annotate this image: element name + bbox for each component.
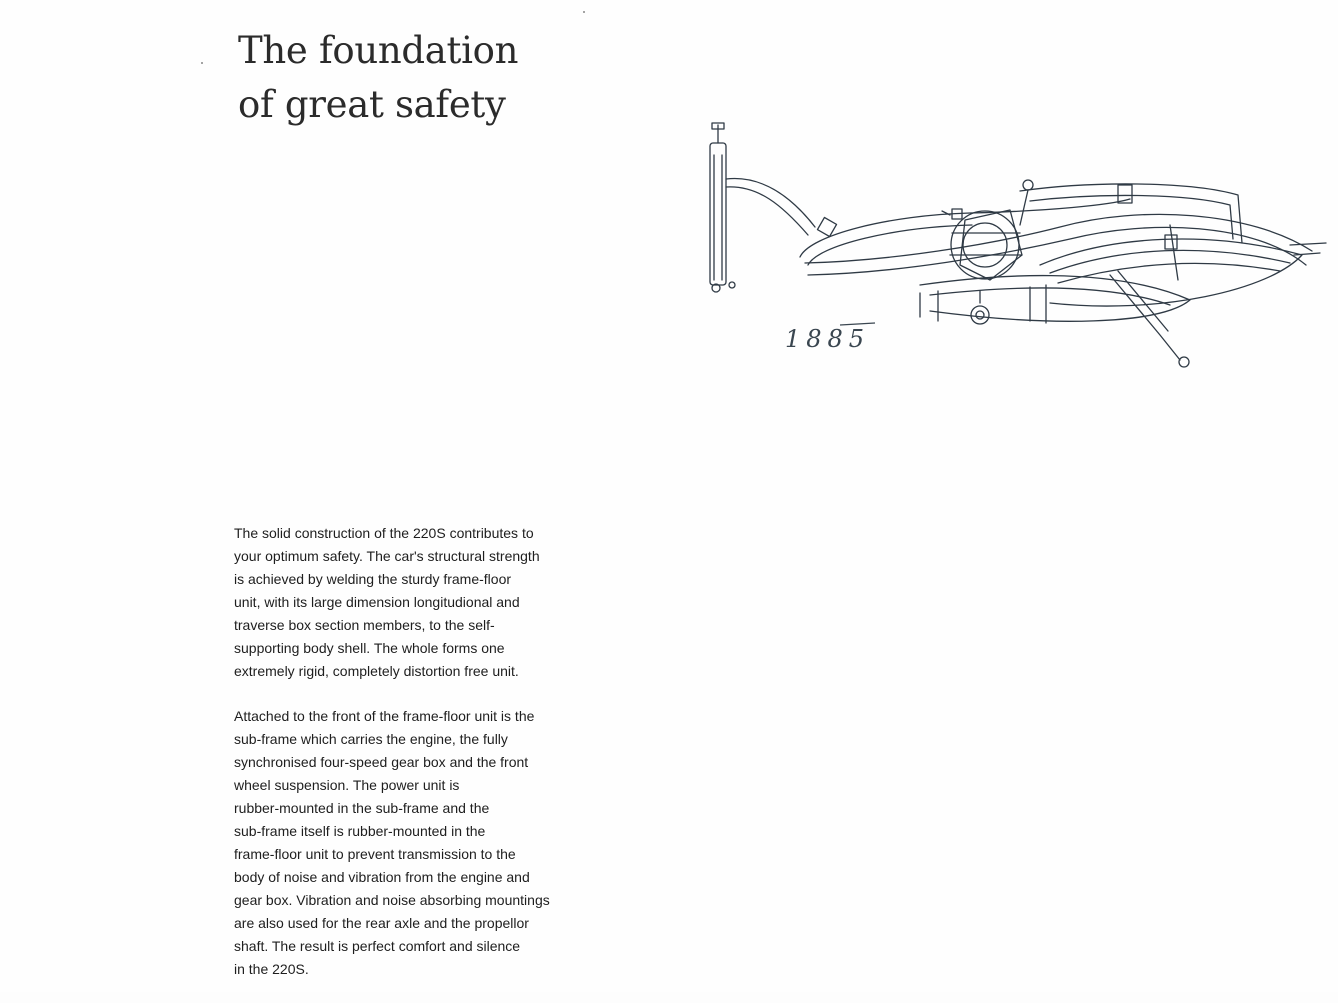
paragraph-construction xyxy=(234,522,582,683)
chassis-sketch xyxy=(690,115,1330,380)
text-line: rubber-mounted in the sub-frame and the xyxy=(234,800,490,816)
text-line: Attached to the front of the frame-floor unit is the xyxy=(234,708,535,724)
tie-rod-sketch xyxy=(726,178,837,236)
body-copy xyxy=(234,522,582,1003)
engine-sketch xyxy=(950,180,1033,280)
leaf-spring-sketch xyxy=(920,239,1302,321)
text-line: frame-floor unit to prevent transmission to the xyxy=(234,846,516,862)
steering-column-sketch xyxy=(710,123,735,292)
text-line: is achieved by welding the sturdy frame-floor xyxy=(234,571,512,587)
scan-speck xyxy=(583,11,585,13)
text-line: in the 220S. xyxy=(234,961,309,977)
page-title xyxy=(238,24,518,132)
text-line: unit, with its large dimension longitudional and xyxy=(234,594,520,610)
text-line: traverse box section members, to the self- xyxy=(234,617,495,633)
title-line-1: The foundation xyxy=(238,29,519,72)
text-line: The solid construction of the 220S contributes to xyxy=(234,525,534,541)
paragraph-subframe xyxy=(234,705,582,981)
text-line: sub-frame which carries the engine, the fully xyxy=(234,731,508,747)
chassis-illustration xyxy=(690,115,1330,380)
drive-sprocket-sketch xyxy=(971,291,989,324)
text-line: supporting body shell. The whole forms one xyxy=(234,640,505,656)
text-line: are also used for the rear axle and the propellor xyxy=(234,915,529,931)
text-line: sub-frame itself is rubber-mounted in the xyxy=(234,823,486,839)
text-line: body of noise and vibration from the engine and xyxy=(234,869,530,885)
rear-axle-sketch xyxy=(1110,185,1326,367)
text-line: extremely rigid, completely distortion free unit. xyxy=(234,663,519,679)
text-line: wheel suspension. The power unit is xyxy=(234,777,460,793)
year-label: 1885 xyxy=(785,325,871,353)
text-line: synchronised four-speed gear box and the front xyxy=(234,754,529,770)
scan-speck xyxy=(201,62,203,64)
text-line: shaft. The result is perfect comfort and silence xyxy=(234,938,521,954)
frame-rails-sketch xyxy=(800,184,1312,275)
text-line: gear box. Vibration and noise absorbing mountings xyxy=(234,892,550,908)
text-line: your optimum safety. The car's structural strength xyxy=(234,548,540,564)
title-line-2: of great safety xyxy=(238,83,506,126)
